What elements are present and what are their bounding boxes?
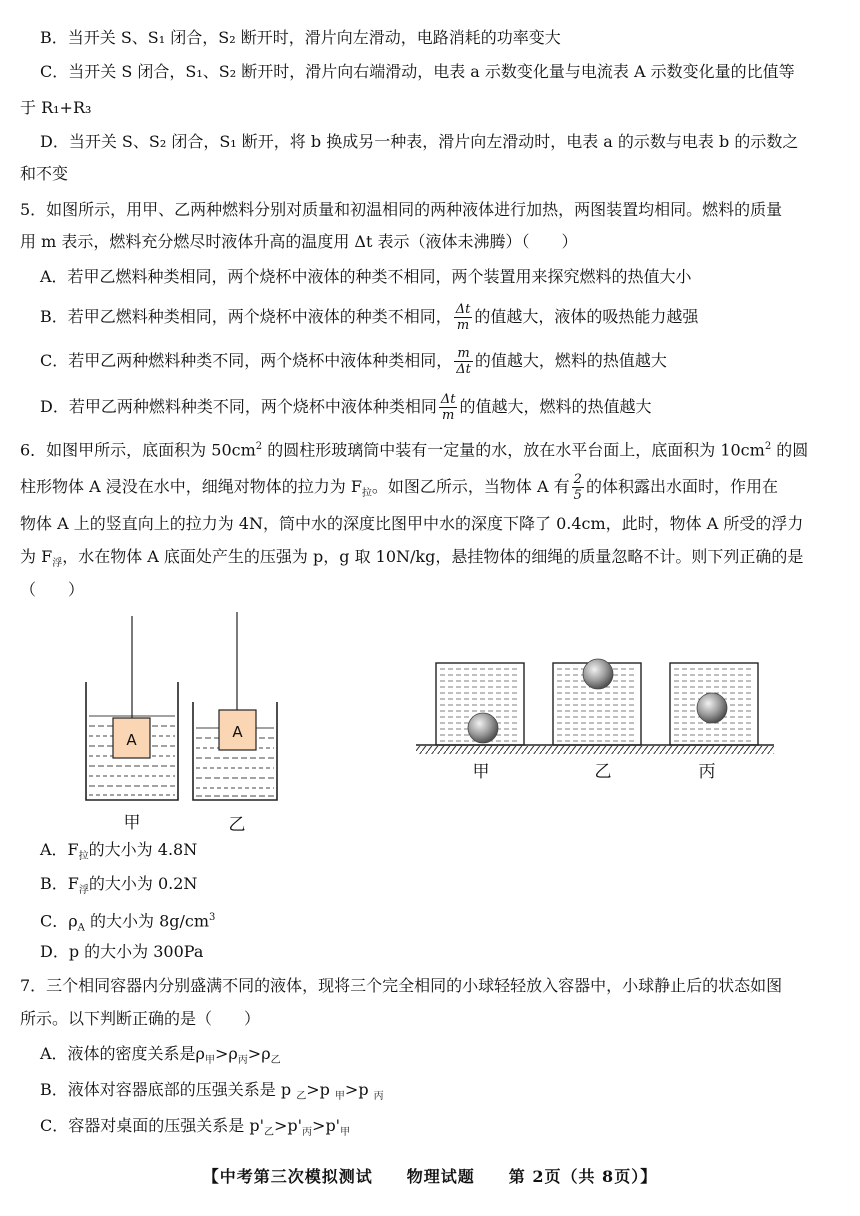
q6-text: 的圆柱形玻璃筒中装有一定量的水，放在水平台面上，底面积为 10cm [262,440,765,460]
q5-option-b-fraction [454,302,473,333]
q7-container-jia [436,663,524,745]
subscript: 拉 [78,851,89,863]
fig-label-yi: 乙 [228,815,246,835]
q6-text: ，水在物体 A 底面处产生的压强为 p，g 取 10N/kg，悬挂物体的细绳的质量忽略不计。则下列正确的是 [62,547,804,566]
q7-text: A．液体的密度关系是ρ [40,1044,205,1063]
q6-option-b [40,872,197,903]
q6-text: 的大小为 0.2N [88,874,198,893]
q6-text: 。如图乙所示，当物体 A 有 [371,477,570,496]
q4-option-c-line1: C．当开关 S 闭合，S₁、S₂ 断开时，滑片向右端滑动，电表 a 示数变化量与电流表 A 示数变化量的比值等 [40,62,795,81]
ball [697,693,727,723]
q5-option-c-pre: C．若甲乙两种燃料种类不同，两个烧杯中液体种类相同， [40,351,453,370]
q6-stem-line2 [20,472,778,506]
q5-option-c-fraction [454,346,473,377]
q5-stem-line1: 5．如图所示，用甲、乙两种燃料分别对质量和初温相同的两种液体进行加热，两图装置均相同。燃料的质量 [20,200,783,219]
q7-stem-line2: 所示。以下判断正确的是（ ） [20,1009,261,1028]
fig-label-bing: 丙 [698,762,716,782]
q6-option-c [40,906,215,941]
fraction-numerator: m [454,346,473,362]
fraction-denominator: m [456,318,470,333]
q5-option-c [40,346,667,377]
q7-figure [410,655,780,790]
q7-option-b [40,1078,384,1109]
subscript: 丙 [302,1127,313,1139]
superscript: 3 [209,912,216,923]
q6-stem-line1 [20,435,808,462]
q7-option-c [40,1114,350,1145]
subscript: 浮 [78,885,89,897]
q7-container-bing [670,663,758,745]
q6-stem-line4 [20,545,803,576]
q6-figure [80,612,290,837]
subscript: 丙 [373,1091,384,1103]
subscript: A [77,922,85,934]
q5-option-d-post: 的值越大，燃料的热值越大 [459,397,652,416]
fraction-numerator: Δt [440,392,456,407]
q5-option-d-pre: D．若甲乙两种燃料种类不同，两个烧杯中液体种类相同 [40,397,437,416]
q7-option-a [40,1042,281,1073]
fraction-numerator: Δt [455,302,471,317]
superscript: 2 [764,441,772,452]
fig-label-yi: 乙 [594,762,612,782]
q5-option-d [40,392,651,423]
q7-text: >p [306,1080,335,1099]
q6-option-d: D．p 的大小为 300Pa [40,942,204,961]
block-a-label: A [126,731,137,749]
q6-fraction [572,472,584,503]
q6-text: 的大小为 4.8N [88,840,198,859]
subscript: 乙 [270,1055,281,1067]
page-footer: 【中考第三次模拟测试 物理试题 第 2页（共 8页）】 [202,1167,658,1186]
q7-text: >p' [273,1116,303,1135]
ball [583,659,613,689]
q7-text: B．液体对容器底部的压强关系是 p [40,1080,297,1099]
q6-text: 的圆 [771,440,809,460]
subscript: 甲 [204,1055,215,1067]
fraction-numerator: 2 [573,472,582,487]
fraction-denominator: 5 [573,488,582,503]
q6-text: 柱形物体 A 浸没在水中，细绳对物体的拉力为 F [20,477,362,496]
q5-option-a: A．若甲乙燃料种类相同，两个烧杯中液体的种类不相同，两个装置用来探究燃料的热值大小 [40,267,692,286]
container-jia [86,616,178,800]
fraction-denominator: m [441,408,455,423]
block-a-label: A [232,723,243,741]
q6-text: 为 F [20,547,53,566]
subscript: 浮 [52,558,63,570]
q6-text: 6．如图甲所示，底面积为 50cm [20,440,256,460]
q5-option-d-fraction [439,392,458,423]
subscript: 甲 [340,1127,351,1139]
q7-text: >p' [312,1116,341,1135]
fraction-denominator: Δt [456,362,471,377]
subscript: 甲 [334,1091,345,1103]
q4-option-b: B．当开关 S、S₁ 闭合，S₂ 断开时，滑片向左滑动，电路消耗的功率变大 [40,28,561,47]
q6-option-a [40,838,197,869]
q7-text: >ρ [247,1044,271,1063]
q5-option-c-post: 的值越大，燃料的热值越大 [474,351,667,370]
ball [468,713,498,743]
q5-stem-line2: 用 m 表示，燃料充分燃尽时液体升高的温度用 Δt 表示（液体未沸腾）（ ） [20,232,578,251]
q6-text: A．F [40,840,79,859]
subscript: 拉 [361,488,372,500]
container-yi [193,612,277,800]
q4-option-d-line1: D．当开关 S、S₂ 闭合，S₁ 断开，将 b 换成另一种表，滑片向左滑动时，电表 a 的示数与电表 b 的示数之 [40,132,799,151]
q5-option-b [40,302,698,333]
superscript: 2 [255,441,263,452]
q6-text: C．ρ [40,911,78,931]
q4-option-d-line2: 和不变 [20,164,69,183]
subscript: 丙 [237,1055,248,1067]
subscript: 乙 [263,1127,274,1139]
q6-text: B．F [40,874,79,893]
q7-container-yi [553,659,641,745]
q6-text: 的大小为 8g/cm [84,911,210,931]
q6-text: 的体积露出水面时，作用在 [585,477,778,496]
fig-label-jia: 甲 [123,813,141,833]
table-surface-hatch [416,746,774,754]
q6-stem-line3: 物体 A 上的竖直向上的拉力为 4N，筒中水的深度比图甲中水的深度下降了 0.4cm，此时，物体 A 所受的浮力 [20,514,804,533]
q7-text: >p [344,1080,374,1099]
q5-option-b-pre: B．若甲乙燃料种类相同，两个烧杯中液体的种类不相同， [40,307,452,326]
q7-stem-line1: 7．三个相同容器内分别盛满不同的液体，现将三个完全相同的小球轻轻放入容器中，小球静止后的状态如图 [20,976,783,995]
q6-answer-paren: （ ） [20,580,85,599]
subscript: 乙 [296,1091,307,1103]
q5-option-b-post: 的值越大，液体的吸热能力越强 [474,307,699,326]
q4-option-c-line2: 于 R₁+R₃ [20,98,92,117]
q7-text: >ρ [214,1044,238,1063]
q7-text: C．容器对桌面的压强关系是 p' [40,1116,264,1135]
fig-label-jia: 甲 [472,762,490,782]
